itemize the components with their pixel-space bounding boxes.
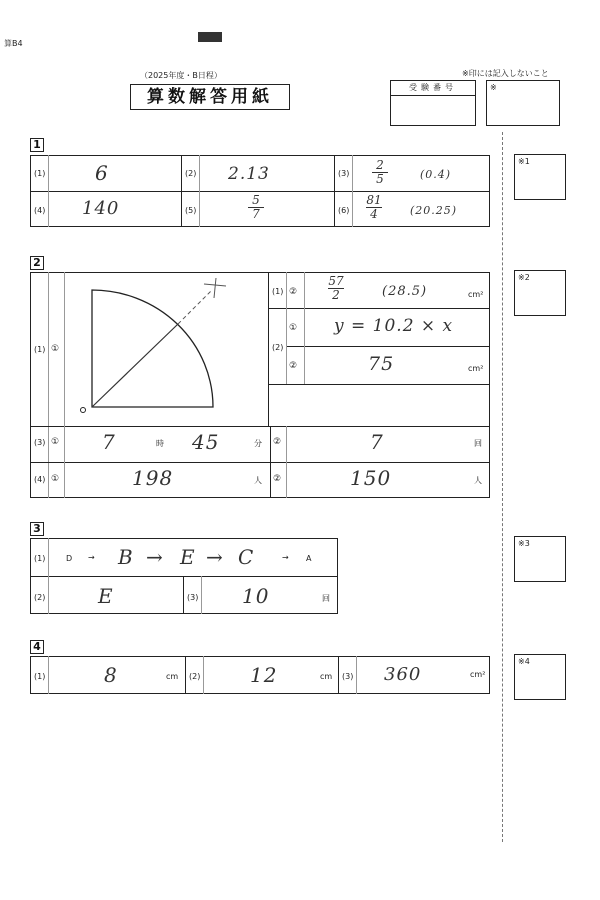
- s2-q2-answer[interactable]: y = 10.2 × x: [334, 316, 454, 336]
- page-title: 算数解答用紙: [147, 87, 273, 107]
- s1-q3-alt[interactable]: (0.4): [420, 168, 452, 181]
- s2-q1b-unit: cm²: [468, 290, 484, 299]
- s3-q1-start: D: [66, 554, 73, 563]
- section3-score-label: ※3: [518, 539, 530, 548]
- s2-q1b-numerator: 57: [328, 274, 344, 288]
- exam-number-box[interactable]: [390, 80, 476, 126]
- s2-q2-sub2: ②: [289, 361, 298, 371]
- s2-q3-hours[interactable]: 7: [102, 430, 116, 454]
- s2-q4-answer2[interactable]: 150: [350, 466, 392, 490]
- s4-q1-answer[interactable]: 8: [104, 663, 118, 687]
- s2-q3-minutes-unit: 分: [254, 439, 262, 448]
- construction-line: [92, 324, 178, 407]
- s3-q1-path1[interactable]: B: [118, 545, 134, 569]
- s2-q3-minutes[interactable]: 45: [192, 430, 220, 454]
- s2-q1b-alt[interactable]: (28.5): [382, 284, 428, 299]
- s2-q3-times[interactable]: 7: [370, 430, 384, 454]
- s4-q2-label: (2): [189, 672, 201, 681]
- s2-q4-sub1: ①: [51, 474, 60, 484]
- redaction-mark: [198, 32, 222, 42]
- section1-number: 1: [30, 138, 44, 152]
- section4-number: 4: [30, 640, 44, 654]
- s2-q1-sub1: ①: [51, 344, 60, 354]
- notice-text: ※印には記入しないこと: [462, 69, 549, 78]
- section2-score-label: ※2: [518, 273, 530, 282]
- s1-q6-denominator: 4: [370, 207, 378, 221]
- s3-q2-answer[interactable]: E: [98, 584, 114, 608]
- s1-q3-fraction[interactable]: [372, 160, 388, 185]
- s4-q3-answer[interactable]: 360: [384, 664, 422, 685]
- s1-q2-label: (2): [185, 169, 197, 178]
- s2-q1b-fraction[interactable]: [328, 276, 344, 301]
- s2-q4-unit1: 人: [254, 476, 262, 485]
- section1-score-label: ※1: [518, 157, 530, 166]
- s4-q3-label: (3): [342, 672, 354, 681]
- s3-q1-end: A: [306, 554, 312, 563]
- s2-q3-label: (3): [34, 438, 46, 447]
- s2-q4-label: (4): [34, 475, 46, 484]
- s1-q6-fraction[interactable]: [366, 195, 382, 220]
- dashed-extension: [178, 290, 212, 324]
- s1-q1-answer[interactable]: 6: [95, 161, 109, 185]
- year-line: （2025年度・B日程）: [140, 71, 222, 80]
- s2-q1-label: (1): [34, 345, 46, 354]
- title-box: [130, 84, 290, 110]
- section3-number: 3: [30, 522, 44, 536]
- office-mark-box: [486, 80, 560, 126]
- s3-q1-arrow-3: →: [206, 545, 224, 569]
- section2-number: 2: [30, 256, 44, 270]
- s1-q5-fraction[interactable]: [248, 195, 264, 220]
- section4-score-label: ※4: [518, 657, 530, 666]
- page-code: 算B4: [4, 39, 23, 48]
- s1-q3-label: (3): [338, 169, 350, 178]
- s3-q2-label: (2): [34, 593, 46, 602]
- s2-q4-answer1[interactable]: 198: [132, 466, 174, 490]
- s4-q3-unit: cm²: [470, 670, 486, 679]
- s2-q1b-denominator: 2: [332, 288, 340, 302]
- s2-q1b-label: (1): [272, 287, 284, 296]
- s1-q4-answer[interactable]: 140: [82, 198, 120, 219]
- s1-q4-label: (4): [34, 206, 46, 215]
- s1-q3-numerator: 2: [376, 158, 384, 172]
- s1-q5-label: (5): [185, 206, 197, 215]
- s3-q1-path2[interactable]: E: [180, 545, 196, 569]
- s4-q1-unit: cm: [166, 672, 179, 681]
- exam-number-label: 受験番号: [391, 81, 475, 96]
- s1-q5-numerator: 5: [252, 193, 260, 207]
- s2-q4-sub2: ②: [273, 474, 282, 484]
- section1-score-box: [514, 154, 566, 200]
- s3-q1-arrow-4: →: [282, 553, 289, 562]
- s2-q3-times-unit: 回: [474, 439, 482, 448]
- section2-score-box: [514, 270, 566, 316]
- s1-q3-denominator: 5: [376, 172, 384, 186]
- s2-q2-answer2[interactable]: 75: [368, 353, 395, 375]
- s3-q1-arrow-2: →: [146, 545, 164, 569]
- quarter-circle-diagram[interactable]: [70, 276, 260, 422]
- s1-q6-label: (6): [338, 206, 350, 215]
- s1-q6-alt[interactable]: (20.25): [410, 204, 458, 217]
- s2-q1b-sub2: ②: [289, 287, 298, 297]
- s2-q2-label: (2): [272, 343, 284, 352]
- s3-q3-unit: 回: [322, 594, 330, 603]
- score-divider: [502, 132, 503, 842]
- s3-q3-answer[interactable]: 10: [242, 584, 270, 608]
- s1-q6-numerator: 81: [366, 193, 382, 207]
- s2-q3-sub2: ②: [273, 437, 282, 447]
- origin-marker: [81, 408, 86, 413]
- s2-q4-unit2: 人: [474, 476, 482, 485]
- s4-q2-unit: cm: [320, 672, 333, 681]
- s1-q5-denominator: 7: [252, 207, 260, 221]
- s2-q2-sub1: ①: [289, 323, 298, 333]
- s1-q2-answer[interactable]: 2.13: [228, 164, 270, 184]
- section3-score-box: [514, 536, 566, 582]
- section4-score-box: [514, 654, 566, 700]
- s2-q3-hours-unit: 時: [156, 439, 164, 448]
- office-mark-label: ※: [490, 83, 497, 92]
- s2-q3-sub1: ①: [51, 437, 60, 447]
- arc-mark-2: [214, 278, 216, 298]
- s3-q3-label: (3): [187, 593, 199, 602]
- s4-q1-label: (1): [34, 672, 46, 681]
- s3-q1-path3[interactable]: C: [238, 545, 255, 569]
- s2-q2-unit: cm²: [468, 364, 484, 373]
- s4-q2-answer[interactable]: 12: [250, 663, 278, 687]
- s3-q1-arrow-1: →: [88, 553, 95, 562]
- s1-q1-label: (1): [34, 169, 46, 178]
- s3-q1-label: (1): [34, 554, 46, 563]
